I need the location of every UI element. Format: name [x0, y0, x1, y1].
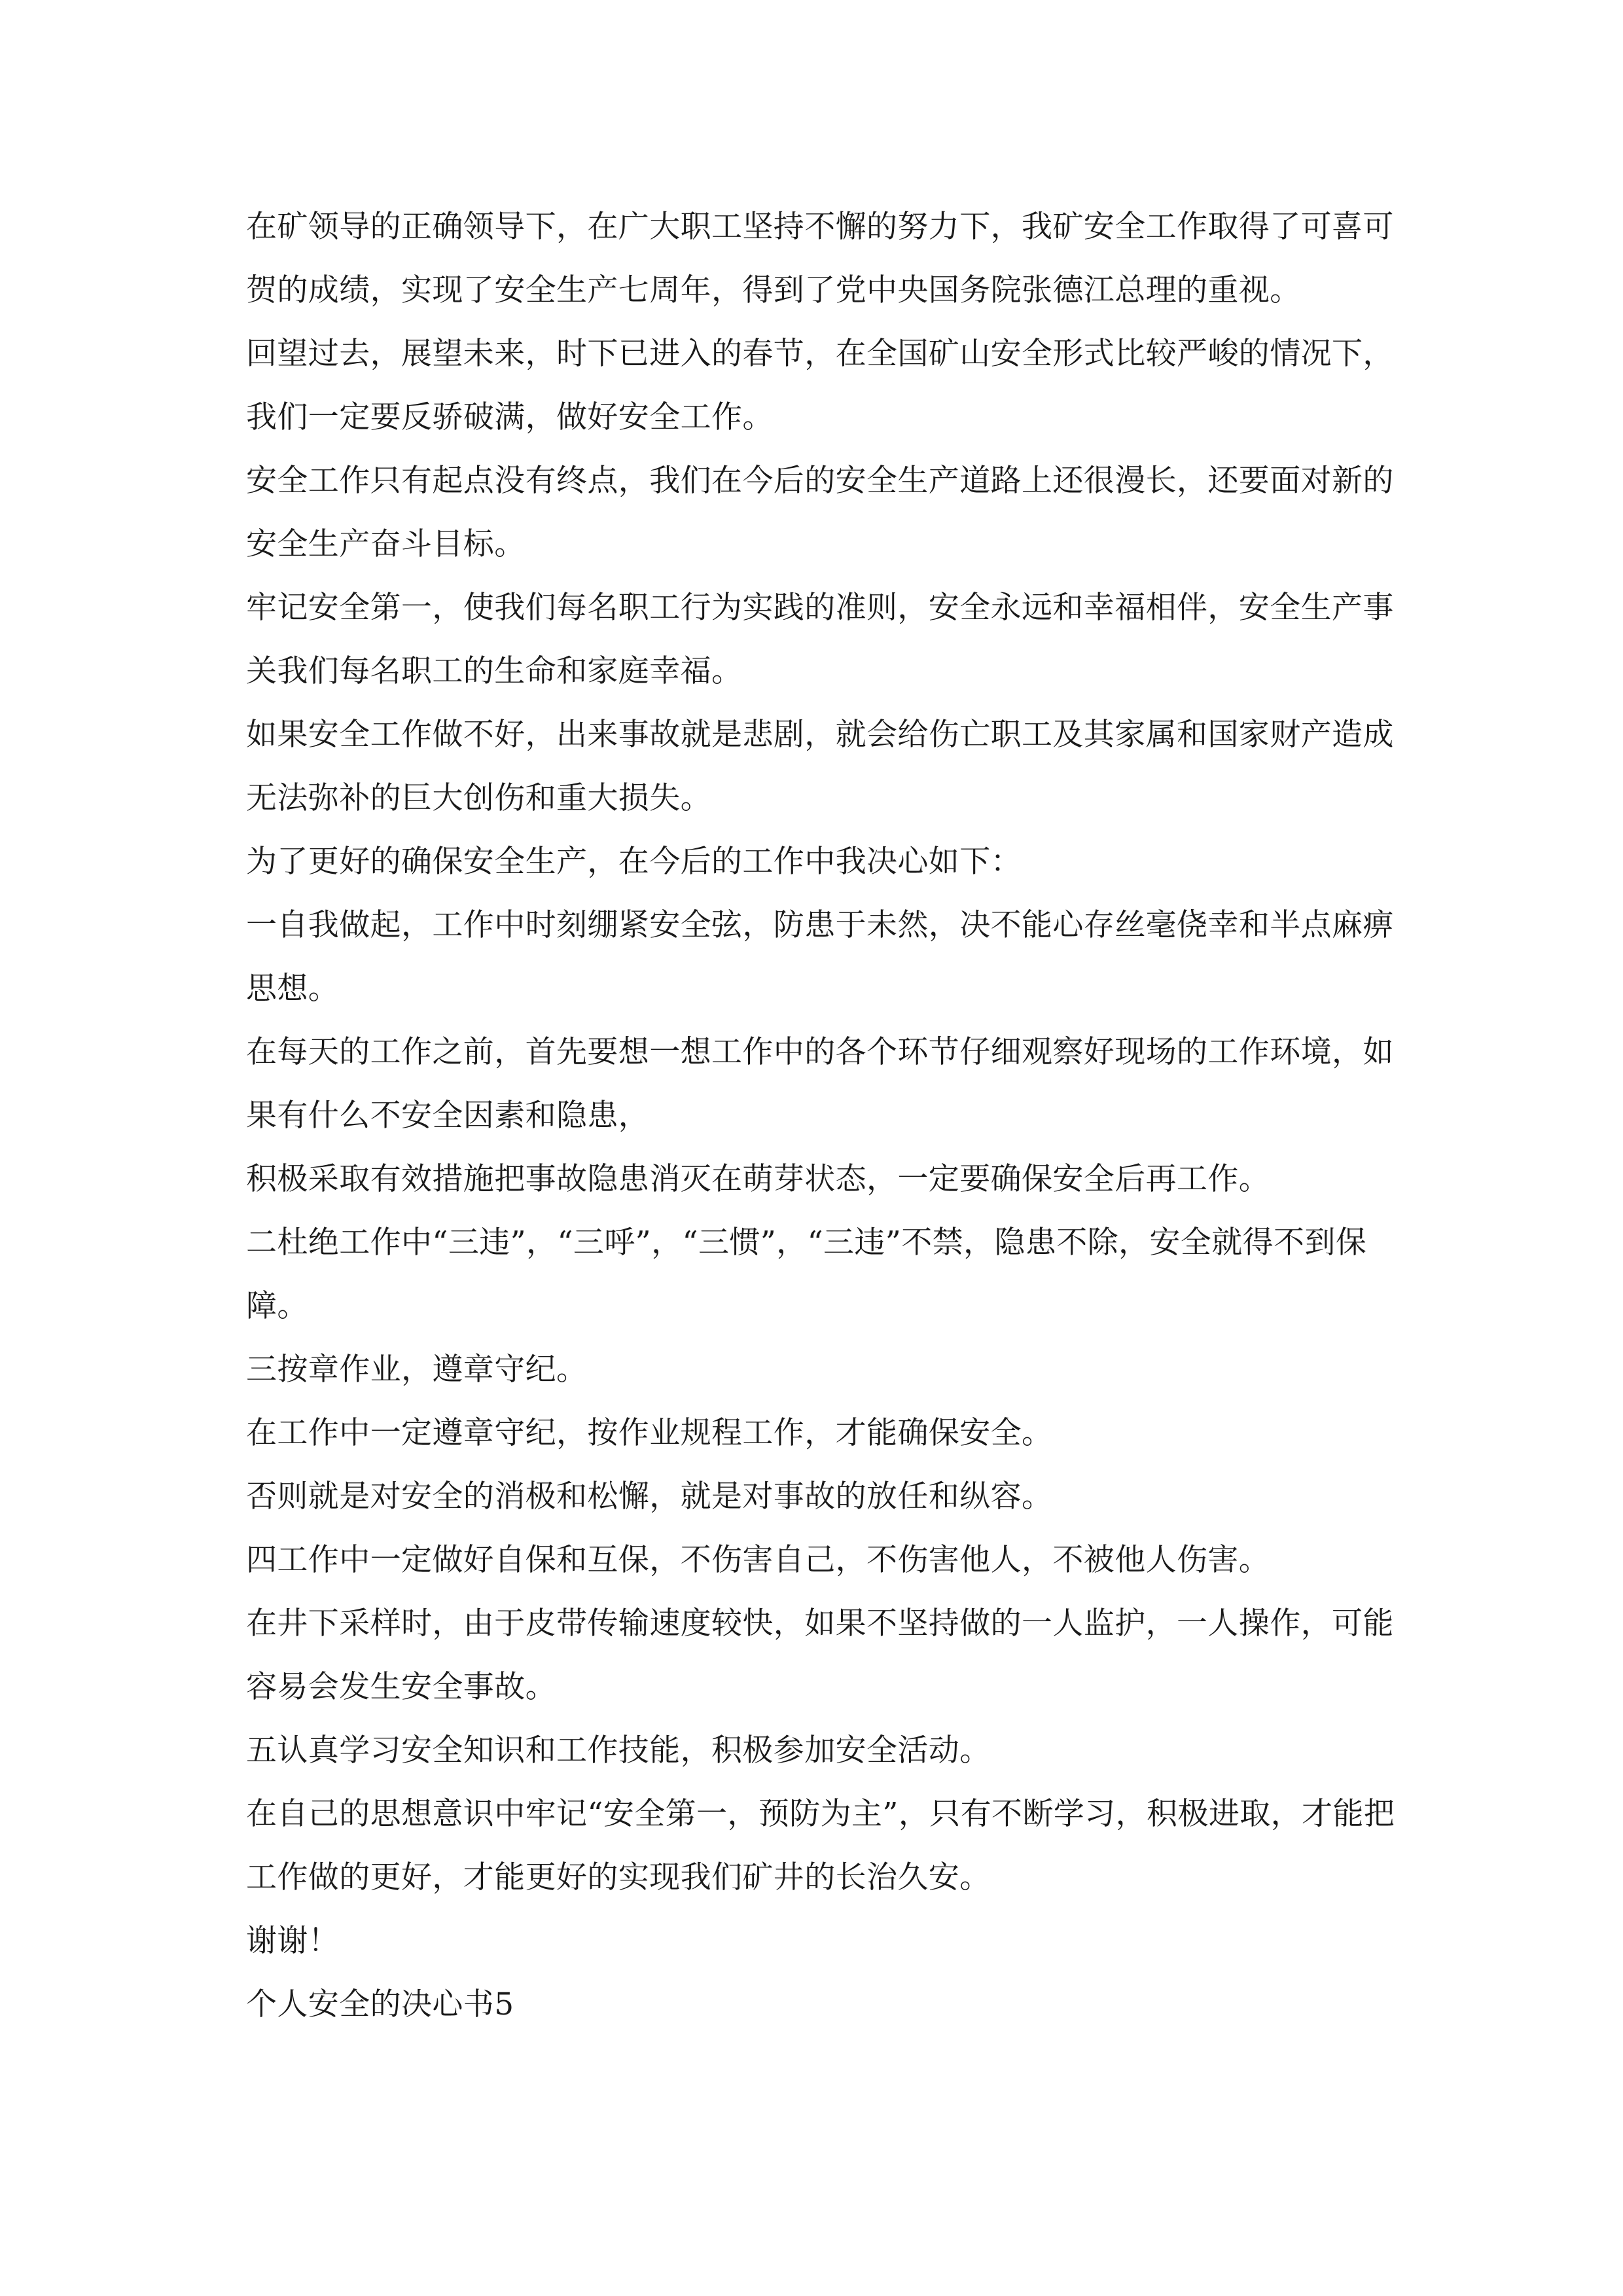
paragraph-14: 四工作中一定做好自保和互保，不伤害自己，不伤害他人，不被他人伤害。: [246, 1542, 1270, 1578]
paragraph-15: 在井下采样时，由于皮带传输速度较快，如果不坚持做的一人监护，一人操作，可能容易会发生安全事故。: [246, 1605, 1394, 1705]
paragraph-10: 二杜绝工作中“三违”，“三呼”，“三惯”，“三违”不禁，隐患不除，安全就得不到保障。: [246, 1225, 1367, 1324]
document-body: [246, 195, 1398, 2036]
paragraph-11: 三按章作业，遵章守纪。: [246, 1352, 588, 1388]
paragraph-12: 在工作中一定遵章守纪，按作业规程工作，才能确保安全。: [246, 1415, 1053, 1451]
paragraph-3: 安全工作只有起点没有终点，我们在今后的安全生产道路上还很漫长，还要面对新的安全生产奋斗目标。: [246, 463, 1394, 562]
section-heading: 个人安全的决心书5: [246, 1986, 514, 2022]
paragraph-5: 如果安全工作做不好，出来事故就是悲剧，就会给伤亡职工及其家属和国家财产造成无法弥补的巨大创伤和重大损失。: [246, 717, 1394, 816]
paragraph-7: 一自我做起，工作中时刻绷紧安全弦，防患于未然，决不能心存丝毫侥幸和半点麻痹思想。: [246, 907, 1394, 1007]
paragraph-9: 积极采取有效措施把事故隐患消灭在萌芽状态，一定要确保安全后再工作。: [246, 1161, 1270, 1197]
paragraph-4: 牢记安全第一，使我们每名职工行为实践的准则，安全永远和幸福相伴，安全生产事关我们每名职工的生命和家庭幸福。: [246, 590, 1394, 689]
paragraph-2: 回望过去，展望未来，时下已进入的春节，在全国矿山安全形式比较严峻的情况下，我们一定要反骄破满，做好安全工作。: [246, 336, 1394, 435]
paragraph-16: 五认真学习安全知识和工作技能，积极参加安全活动。: [246, 1732, 991, 1768]
paragraph-17: 在自己的思想意识中牢记“安全第一，预防为主”，只有不断学习，积极进取，才能把工作做的更好，才能更好的实现我们矿井的长治久安。: [246, 1796, 1395, 1895]
paragraph-1: 在矿领导的正确领导下，在广大职工坚持不懈的努力下，我矿安全工作取得了可喜可贺的成绩，实现了安全生产七周年，得到了党中央国务院张德江总理的重视。: [246, 209, 1394, 308]
paragraph-18: 谢谢！: [246, 1923, 340, 1959]
paragraph-6: 为了更好的确保安全生产，在今后的工作中我决心如下：: [246, 844, 1022, 880]
paragraph-8: 在每天的工作之前，首先要想一想工作中的各个环节仔细观察好现场的工作环境，如果有什么不安全因素和隐患，: [246, 1034, 1394, 1134]
paragraph-13: 否则就是对安全的消极和松懈，就是对事故的放任和纵容。: [246, 1479, 1053, 1515]
